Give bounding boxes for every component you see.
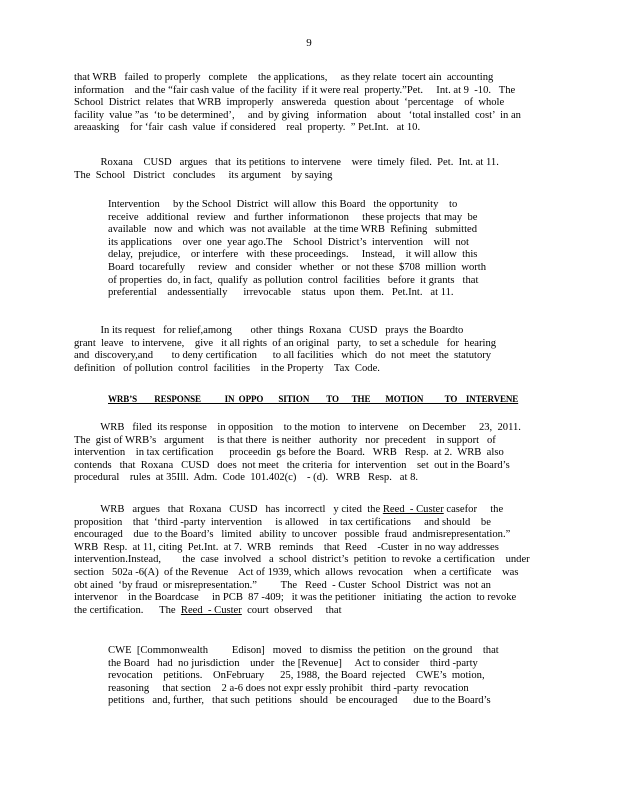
text-line: intervention in tax certification proceedin gs before the Board. WRB Resp. at 2. WRB also [74, 447, 504, 459]
text-line: In its request for relief,among other things Roxana CUSD prays the Boardto [74, 325, 464, 336]
quote-line: available now and which was not available at the time WRB Refining submitted [108, 224, 478, 236]
text-line: proposition that ‘third -party intervention is allowed in tax certifications and should be [74, 516, 491, 528]
block-quote-1 [108, 199, 508, 300]
text-line: contends that Roxana CUSD does not meet the criteria for intervention set out in the Board’s [74, 459, 510, 471]
quote-line: petitions and, further, that such petitions should be encouraged due to the Board’s [108, 695, 491, 707]
quote-line: its applications over one year ago.The School District’s intervention will not [108, 236, 469, 248]
case-name: Reed - Custer [382, 504, 444, 515]
paragraph-3 [74, 325, 544, 375]
text-line: encouraged due to the Board’s limited ability to uncover possible fraud andmisrepresentation.” [74, 529, 511, 541]
text-line: facility value ”as ‘to be determined’, and by giving information about ‘total installed cost’ in an [74, 109, 521, 121]
text-run: casefor the [443, 504, 504, 515]
text-run: court observed that [241, 604, 342, 616]
text-line: WRB filed its response in opposition to the motion to intervene on December 23, 2011. [74, 422, 521, 433]
text-line: definition of pollution control facilities in the Property Tax Code. [74, 362, 380, 374]
text-line: intervention.Instead, the case involved a school district’s petition to revoke a certification under [74, 554, 530, 566]
quote-line: Board tocarefully review and consider whether or not these $708 million worth [108, 261, 487, 273]
text-line: and discovery,and to deny certification to all facilities which do not meet the statutory [74, 350, 492, 362]
quote-line: receive additional review and further informationon these projects that may be [108, 211, 478, 223]
section-heading: WRB’S RESPONSE IN OPPO SITION TO THE MOTION TO INTERVENE [108, 394, 519, 404]
quote-line: of properties do, in fact, qualify as pollution control facilities before it grants that [108, 274, 479, 286]
text-line: grant leave to intervene, give it all rights of an original party, to set a schedule for hearing [74, 337, 497, 349]
text-line: information and the “fair cash value of the facility if it were real property.”Pet. Int. at 9 -10. The [74, 84, 516, 96]
paragraph-5 [74, 504, 544, 617]
text-line: areaasking for ‘fair cash value if considered real property. ” Pet.Int. at 10. [74, 122, 421, 134]
text-line [74, 605, 544, 618]
quote-line: reasoning that section 2 a-6 does not expr essly prohibit third -party revocation [108, 682, 469, 694]
text-line [74, 504, 544, 517]
paragraph-2 [74, 157, 544, 182]
text-line: procedural rules at 35Ill. Adm. Code 101.402(c) - (d). WRB Resp. at 8. [74, 472, 419, 484]
quote-line: revocation petitions. OnFebruary 25, 1988, the Board rejected CWE’s motion, [108, 670, 485, 682]
page-number: 9 [306, 37, 312, 49]
text-line: Roxana CUSD argues that its petitions to intervene were timely filed. Pet. Int. at 11. [74, 157, 499, 168]
quote-line: preferential andessentially irrevocable status upon them. Pet.Int. at 11. [108, 287, 454, 299]
text-line: that WRB failed to properly complete the applications, as they relate tocert ain accounting [74, 72, 494, 83]
text-line: section 502a -6(A) of the Revenue Act of 1939, which allows revocation when a certificate was [74, 566, 519, 578]
paragraph-1 [74, 72, 544, 135]
quote-line: delay, prejudice, or interfere with these proceedings. Instead, it will allow this [108, 249, 478, 261]
text-line: School District relates that WRB improperly answereda question about ‘percentage of whole [74, 97, 505, 109]
quote-line: CWE [Commonwealth Edison] moved to dismiss the petition on the ground that [108, 645, 499, 656]
quote-line: Intervention by the School District will allow this Board the opportunity to [108, 199, 458, 210]
text-line: obt ained ‘by fraud or misrepresentation.” The Reed - Custer School District was not an [74, 579, 491, 591]
text-run: WRB argues that Roxana CUSD has incorrectl y cited the [74, 504, 383, 515]
text-run: the certification. The [74, 604, 181, 616]
text-line: The gist of WRB’s argument is that there is neither authority nor precedent in support of [74, 434, 496, 446]
text-line: intervenor in the Boardcase in PCB 87 -409; it was the petitioner initiating the action to revoke [74, 592, 517, 604]
text-line: The School District concludes its argument by saying [74, 169, 333, 181]
case-name: Reed - Custer [180, 604, 242, 616]
paragraph-4 [74, 422, 544, 485]
block-quote-2 [108, 645, 508, 708]
text-line: WRB Resp. at 11, citing Pet.Int. at 7. WRB reminds that Reed -Custer in no way addresses [74, 541, 499, 553]
quote-line: the Board had no jurisdiction under the [Revenue] Act to consider third -party [108, 657, 478, 669]
